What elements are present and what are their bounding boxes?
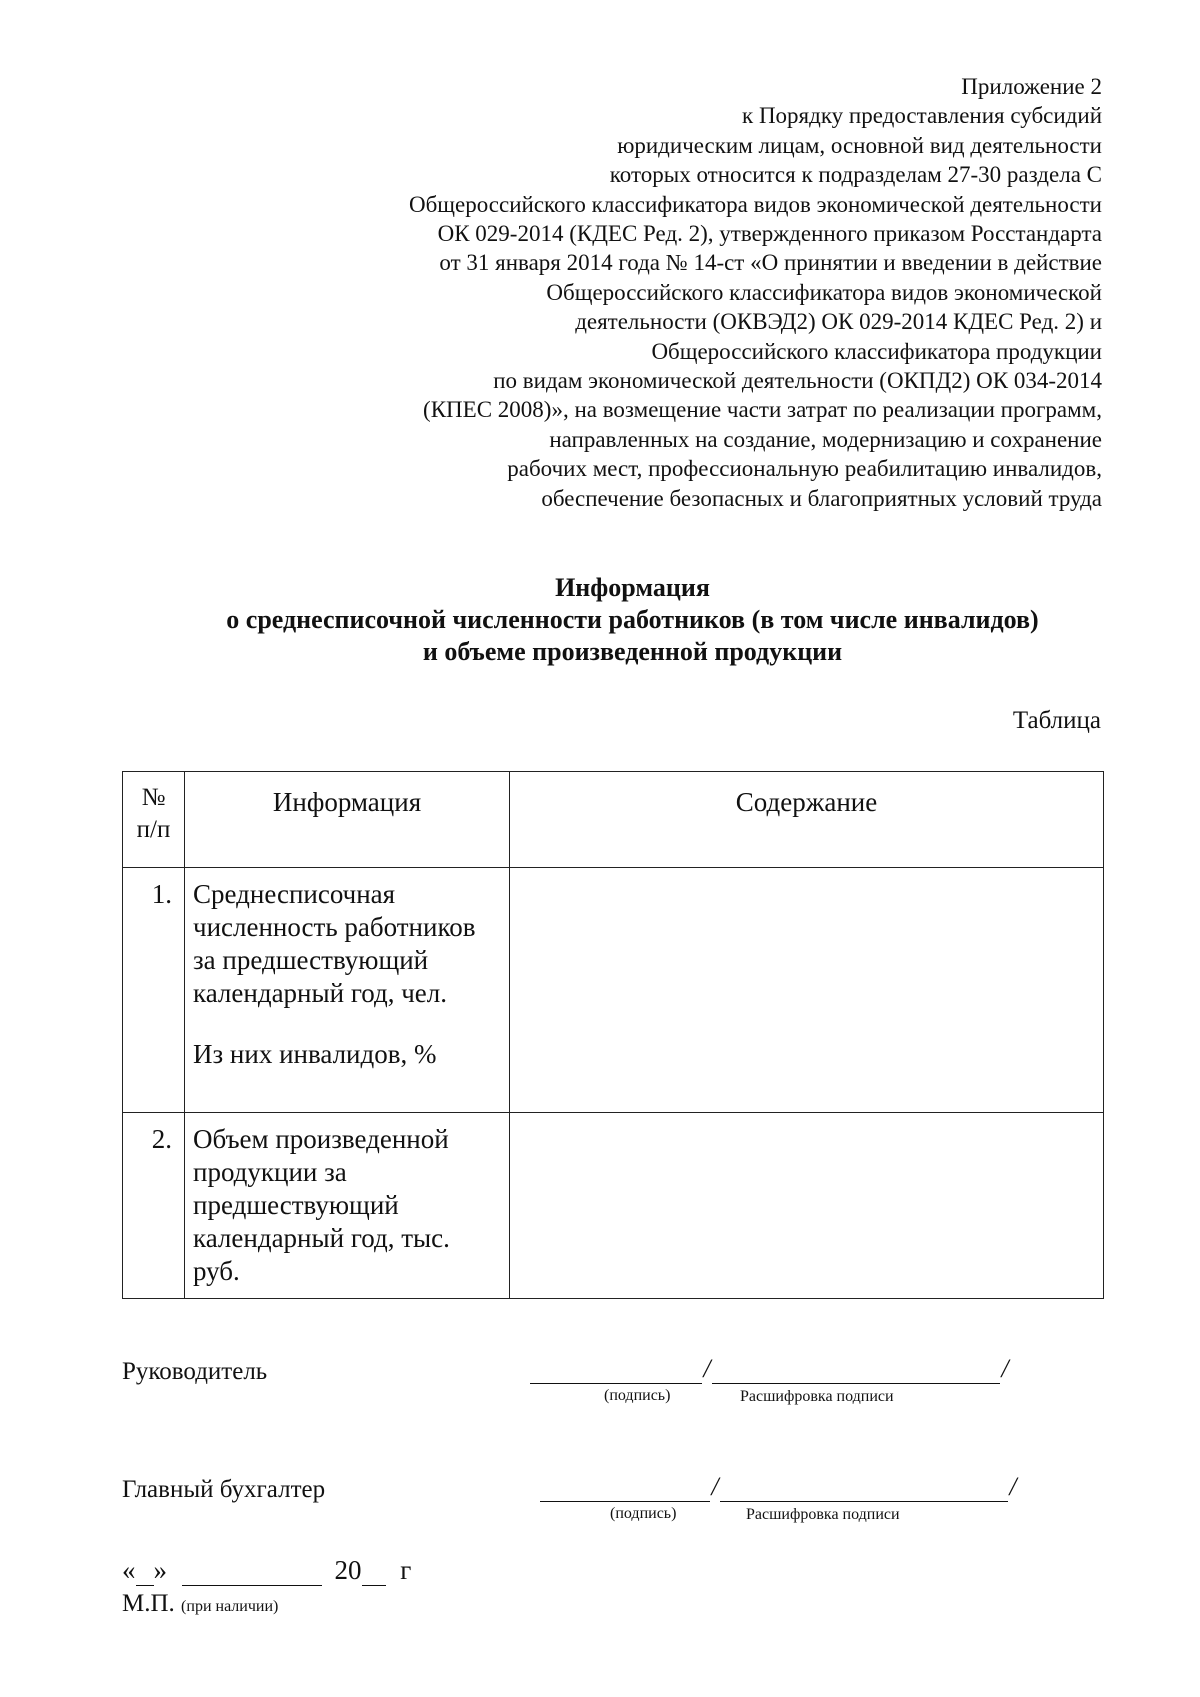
annex-line: Общероссийского классификатора продукции bbox=[651, 338, 1102, 364]
header-number-sign: № bbox=[141, 784, 166, 811]
annex-line: деятельности (ОКВЭД2) ОК 029-2014 КДЕС Ред. 2) и bbox=[575, 309, 1102, 335]
header-number bbox=[123, 772, 185, 868]
head-signature-blank[interactable] bbox=[530, 1355, 702, 1384]
row-content-cell[interactable] bbox=[510, 868, 1104, 1113]
signature-caption: (подпись) bbox=[604, 1387, 671, 1404]
annex-line: юридическим лицам, основной вид деятельности bbox=[617, 132, 1102, 158]
head-decode-blank[interactable] bbox=[712, 1355, 1000, 1384]
row-info bbox=[185, 868, 510, 1113]
accountant-signature-blank[interactable] bbox=[540, 1473, 710, 1502]
annex-line: от 31 января 2014 года № 14-ст «О принятии и введении в действие bbox=[439, 250, 1102, 276]
annex-header bbox=[282, 72, 1102, 513]
annex-line: обеспечение безопасных и благоприятных условий труда bbox=[541, 485, 1102, 511]
day-blank[interactable] bbox=[136, 1561, 154, 1586]
annex-line: Приложение 2 bbox=[961, 74, 1102, 99]
row-content-cell[interactable] bbox=[510, 1113, 1104, 1299]
header-content: Содержание bbox=[510, 772, 1104, 868]
year-suffix: г bbox=[400, 1555, 412, 1585]
header-number-pp: п/п bbox=[136, 816, 171, 843]
header-info: Информация bbox=[185, 772, 510, 868]
date-line bbox=[122, 1555, 411, 1586]
accountant-label: Главный бухгалтер bbox=[122, 1476, 326, 1503]
accountant-signature-line[interactable] bbox=[540, 1472, 1018, 1502]
slash: / bbox=[711, 1472, 719, 1501]
row-info-text: Объем произведенной продукции за предшествующий календарный год, тыс. руб. bbox=[193, 1124, 450, 1286]
slash: / bbox=[1001, 1354, 1009, 1383]
slash: / bbox=[703, 1354, 711, 1383]
title-line-3: и объеме произведенной продукции bbox=[422, 637, 843, 666]
annex-line: (КПЕС 2008)», на возмещение части затрат по реализации программ, bbox=[423, 397, 1102, 423]
stamp-note: (при наличии) bbox=[181, 1598, 279, 1615]
document-title bbox=[0, 572, 1200, 668]
title-line-1: Информация bbox=[555, 573, 710, 602]
annex-line: по видам экономической деятельности (ОКПД2) ОК 034-2014 bbox=[493, 368, 1102, 394]
decode-caption: Расшифровка подписи bbox=[746, 1506, 900, 1523]
annex-line: ОК 029-2014 (КДЕС Ред. 2), утвержденного приказом Росстандарта bbox=[437, 221, 1102, 247]
annex-line: которых относится к подразделам 27-30 раздела С bbox=[609, 162, 1102, 188]
annex-line: Общероссийского классификатора видов экономической bbox=[546, 279, 1102, 305]
slash: / bbox=[1009, 1472, 1017, 1501]
year-prefix: 20 bbox=[334, 1555, 362, 1585]
row-info bbox=[185, 1113, 510, 1299]
annex-line: направленных на создание, модернизацию и сохранение bbox=[549, 426, 1102, 452]
date-close-quote: » bbox=[153, 1555, 167, 1585]
table-row bbox=[123, 1113, 1104, 1299]
stamp-place bbox=[122, 1590, 278, 1618]
date-open-quote: « bbox=[122, 1555, 136, 1585]
head-label: Руководитель bbox=[122, 1358, 268, 1385]
info-table bbox=[122, 771, 1104, 1299]
annex-line: Общероссийского классификатора видов экономической деятельности bbox=[409, 191, 1102, 217]
row-info-text: Среднесписочная численность работников за предшествующий календарный год, чел. bbox=[193, 879, 476, 1008]
row-number: 2. bbox=[123, 1113, 185, 1299]
annex-line: рабочих мест, профессиональную реабилитацию инвалидов, bbox=[507, 456, 1102, 482]
row-number: 1. bbox=[123, 868, 185, 1113]
month-blank[interactable] bbox=[182, 1561, 322, 1586]
decode-caption: Расшифровка подписи bbox=[740, 1388, 894, 1405]
annex-line: к Порядку предоставления субсидий bbox=[742, 103, 1102, 129]
head-signature-line[interactable] bbox=[530, 1354, 1010, 1384]
signature-caption: (подпись) bbox=[610, 1505, 677, 1522]
table-header-row bbox=[123, 772, 1104, 868]
title-line-2: о среднесписочной численности работников (в том числе инвалидов) bbox=[226, 605, 1039, 634]
accountant-decode-blank[interactable] bbox=[720, 1473, 1008, 1502]
row-info-extra: Из них инвалидов, % bbox=[193, 1039, 437, 1069]
table-row bbox=[123, 868, 1104, 1113]
year-blank[interactable] bbox=[362, 1561, 386, 1586]
stamp-label: М.П. bbox=[122, 1590, 175, 1617]
table-caption: Таблица bbox=[1012, 707, 1101, 734]
